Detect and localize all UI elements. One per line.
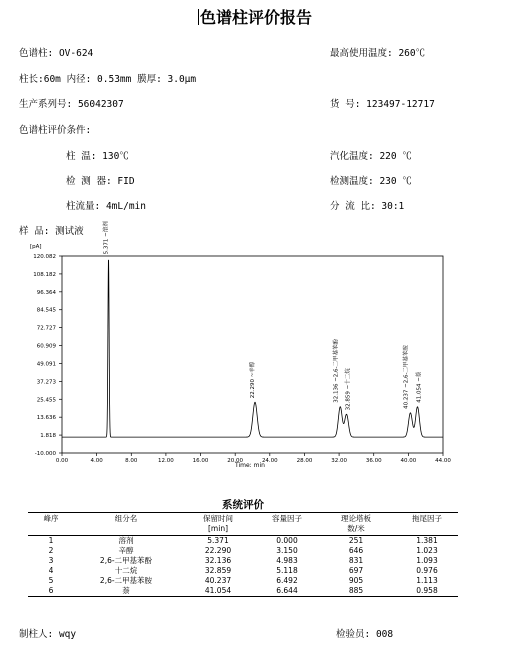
header-retention-time: 保留时间 [min]: [178, 513, 258, 536]
y-tick-label: 37.273: [36, 379, 56, 386]
y-axis-label: [pA]: [30, 244, 42, 250]
table-cell: 1.113: [416, 576, 438, 585]
y-axis: [33, 254, 62, 457]
system-evaluation-table: [28, 512, 458, 597]
table-header-row: [28, 513, 458, 536]
table-cell: 3: [48, 556, 54, 565]
column-maker: 制柱人: wqy: [19, 629, 77, 640]
x-tick-label: 4.00: [90, 458, 103, 464]
y-tick-label: -10.000: [34, 451, 56, 457]
y-tick-label: 120.082: [33, 254, 56, 260]
y-tick-label: 84.545: [36, 307, 56, 314]
table-row: [28, 536, 458, 547]
y-tick-label: 108.182: [33, 271, 56, 278]
plot-area-border: [62, 256, 443, 453]
peak-label: 32.136 ~2,6-二甲基苯酚: [333, 338, 340, 403]
column-model: 色谱柱: OV-624: [19, 48, 94, 59]
x-tick-label: 44.00: [435, 458, 451, 464]
table-cell: 2: [48, 546, 54, 555]
x-tick-label: 36.00: [365, 458, 382, 464]
x-axis-label: Time: min: [235, 462, 265, 469]
text-cursor: [198, 9, 199, 25]
table-cell: 831: [348, 556, 364, 565]
table-cell: 697: [348, 566, 364, 575]
table-cell: 5: [48, 576, 54, 585]
column-flow: 柱流量: 4mL/min: [66, 201, 146, 212]
table-cell: 22.290: [204, 546, 232, 555]
table-cell: 41.054: [178, 586, 258, 597]
peak-label: 40.237 ~2,6-二甲基苯胺: [403, 345, 410, 409]
peak-labels: [102, 221, 423, 411]
table-cell: 十二烷: [114, 566, 138, 575]
table-cell: 1: [48, 536, 54, 545]
system-evaluation-title: 系统评价: [222, 499, 264, 511]
x-tick-label: 12.00: [158, 458, 174, 464]
table-cell: 905: [348, 576, 364, 585]
table-cell: 6: [28, 586, 74, 597]
table-cell: 0.000: [276, 536, 298, 545]
x-tick-label: 0.00: [55, 458, 69, 464]
peak-label: 22.290 ~辛醇: [250, 361, 256, 399]
detector: 检 测 器: FID: [66, 176, 135, 187]
table-row: [28, 556, 458, 566]
chart-frame: [62, 256, 443, 453]
table-cell: 1.093: [416, 556, 438, 565]
chromatogram-trace: [62, 260, 443, 437]
table-cell: 40.237: [204, 576, 232, 585]
table-cell: 6.644: [258, 586, 316, 597]
y-tick-label: 49.091: [36, 361, 56, 368]
column-dimensions: 柱长:60m 内径: 0.53mm 膜厚: 3.0μm: [19, 74, 197, 85]
table-row: [28, 576, 458, 586]
peak-label: 41.054 ~萘: [416, 371, 423, 403]
table-cell: 萘: [74, 586, 178, 597]
x-tick-label: 24.00: [261, 458, 278, 464]
y-tick-label: 96.364: [36, 289, 56, 296]
detector-temperature: 检测温度: 230 ℃: [330, 176, 412, 187]
x-tick-label: 28.00: [296, 458, 313, 464]
peak-label: 32.859 ~十二烷: [345, 368, 352, 411]
x-tick-label: 40.00: [400, 458, 417, 464]
x-tick-label: 20.00: [227, 458, 244, 464]
part-number: 货 号: 123497-12717: [330, 99, 435, 110]
table-cell: 1.023: [416, 546, 438, 555]
table-cell: 5.371: [207, 536, 229, 545]
split-ratio: 分 流 比: 30:1: [330, 201, 405, 212]
header-peak-no: 峰序: [28, 513, 74, 536]
header-component: 组分名: [74, 513, 178, 536]
table-cell: 1.381: [416, 536, 438, 545]
table-cell: 32.859: [204, 566, 232, 575]
y-tick-label: 13.636: [36, 415, 56, 422]
column-temperature: 柱 温: 130℃: [66, 151, 129, 162]
peak-label: 5.371 ~溶剂: [103, 221, 110, 255]
table-cell: 0.976: [416, 566, 438, 575]
table-cell: 6.492: [276, 576, 298, 585]
y-tick-label: 72.727: [36, 325, 56, 332]
y-tick-label: 60.909: [36, 343, 56, 350]
serial-number: 生产系列号: 56042307: [19, 99, 124, 110]
table-cell: 2,6-二甲基苯胺: [99, 576, 153, 585]
table-cell: 辛醇: [118, 546, 134, 555]
conditions-label: 色谱柱评价条件:: [19, 125, 92, 136]
table-row: [28, 546, 458, 556]
table-cell: 0.958: [396, 586, 458, 597]
sample: 样 品: 测试液: [19, 226, 84, 237]
table-cell: 251: [348, 536, 364, 545]
table-cell: 3.150: [276, 546, 298, 555]
x-tick-label: 8.00: [125, 458, 138, 464]
table-cell: 5.118: [276, 566, 298, 575]
header-theoretical-plates: 理论塔板 数/米: [316, 513, 396, 536]
table-cell: 885: [316, 586, 396, 597]
table-cell: 4: [48, 566, 54, 575]
table-row: [28, 566, 458, 576]
table-cell: 646: [348, 546, 364, 555]
max-temperature: 最高使用温度: 260℃: [330, 48, 426, 59]
inspector: 检验员: 008: [336, 629, 394, 640]
report-title: [0, 5, 510, 28]
header-capacity-factor: 容量因子: [258, 513, 316, 536]
report-title-text: 色谱柱评价报告: [199, 8, 312, 27]
y-tick-label: 25.455: [36, 397, 56, 404]
table-cell: 溶剂: [118, 536, 134, 545]
table-cell: 4.983: [276, 556, 298, 565]
header-tailing-factor: 拖尾因子: [396, 513, 458, 536]
x-tick-label: 32.00: [331, 458, 347, 464]
table-cell: 2,6-二甲基苯酚: [99, 556, 153, 565]
y-tick-label: 1.818: [40, 433, 56, 440]
table-cell: 32.136: [204, 556, 232, 565]
inlet-temperature: 汽化温度: 220 ℃: [330, 151, 412, 162]
table-row: [28, 586, 458, 597]
x-tick-label: 16.00: [192, 458, 209, 464]
